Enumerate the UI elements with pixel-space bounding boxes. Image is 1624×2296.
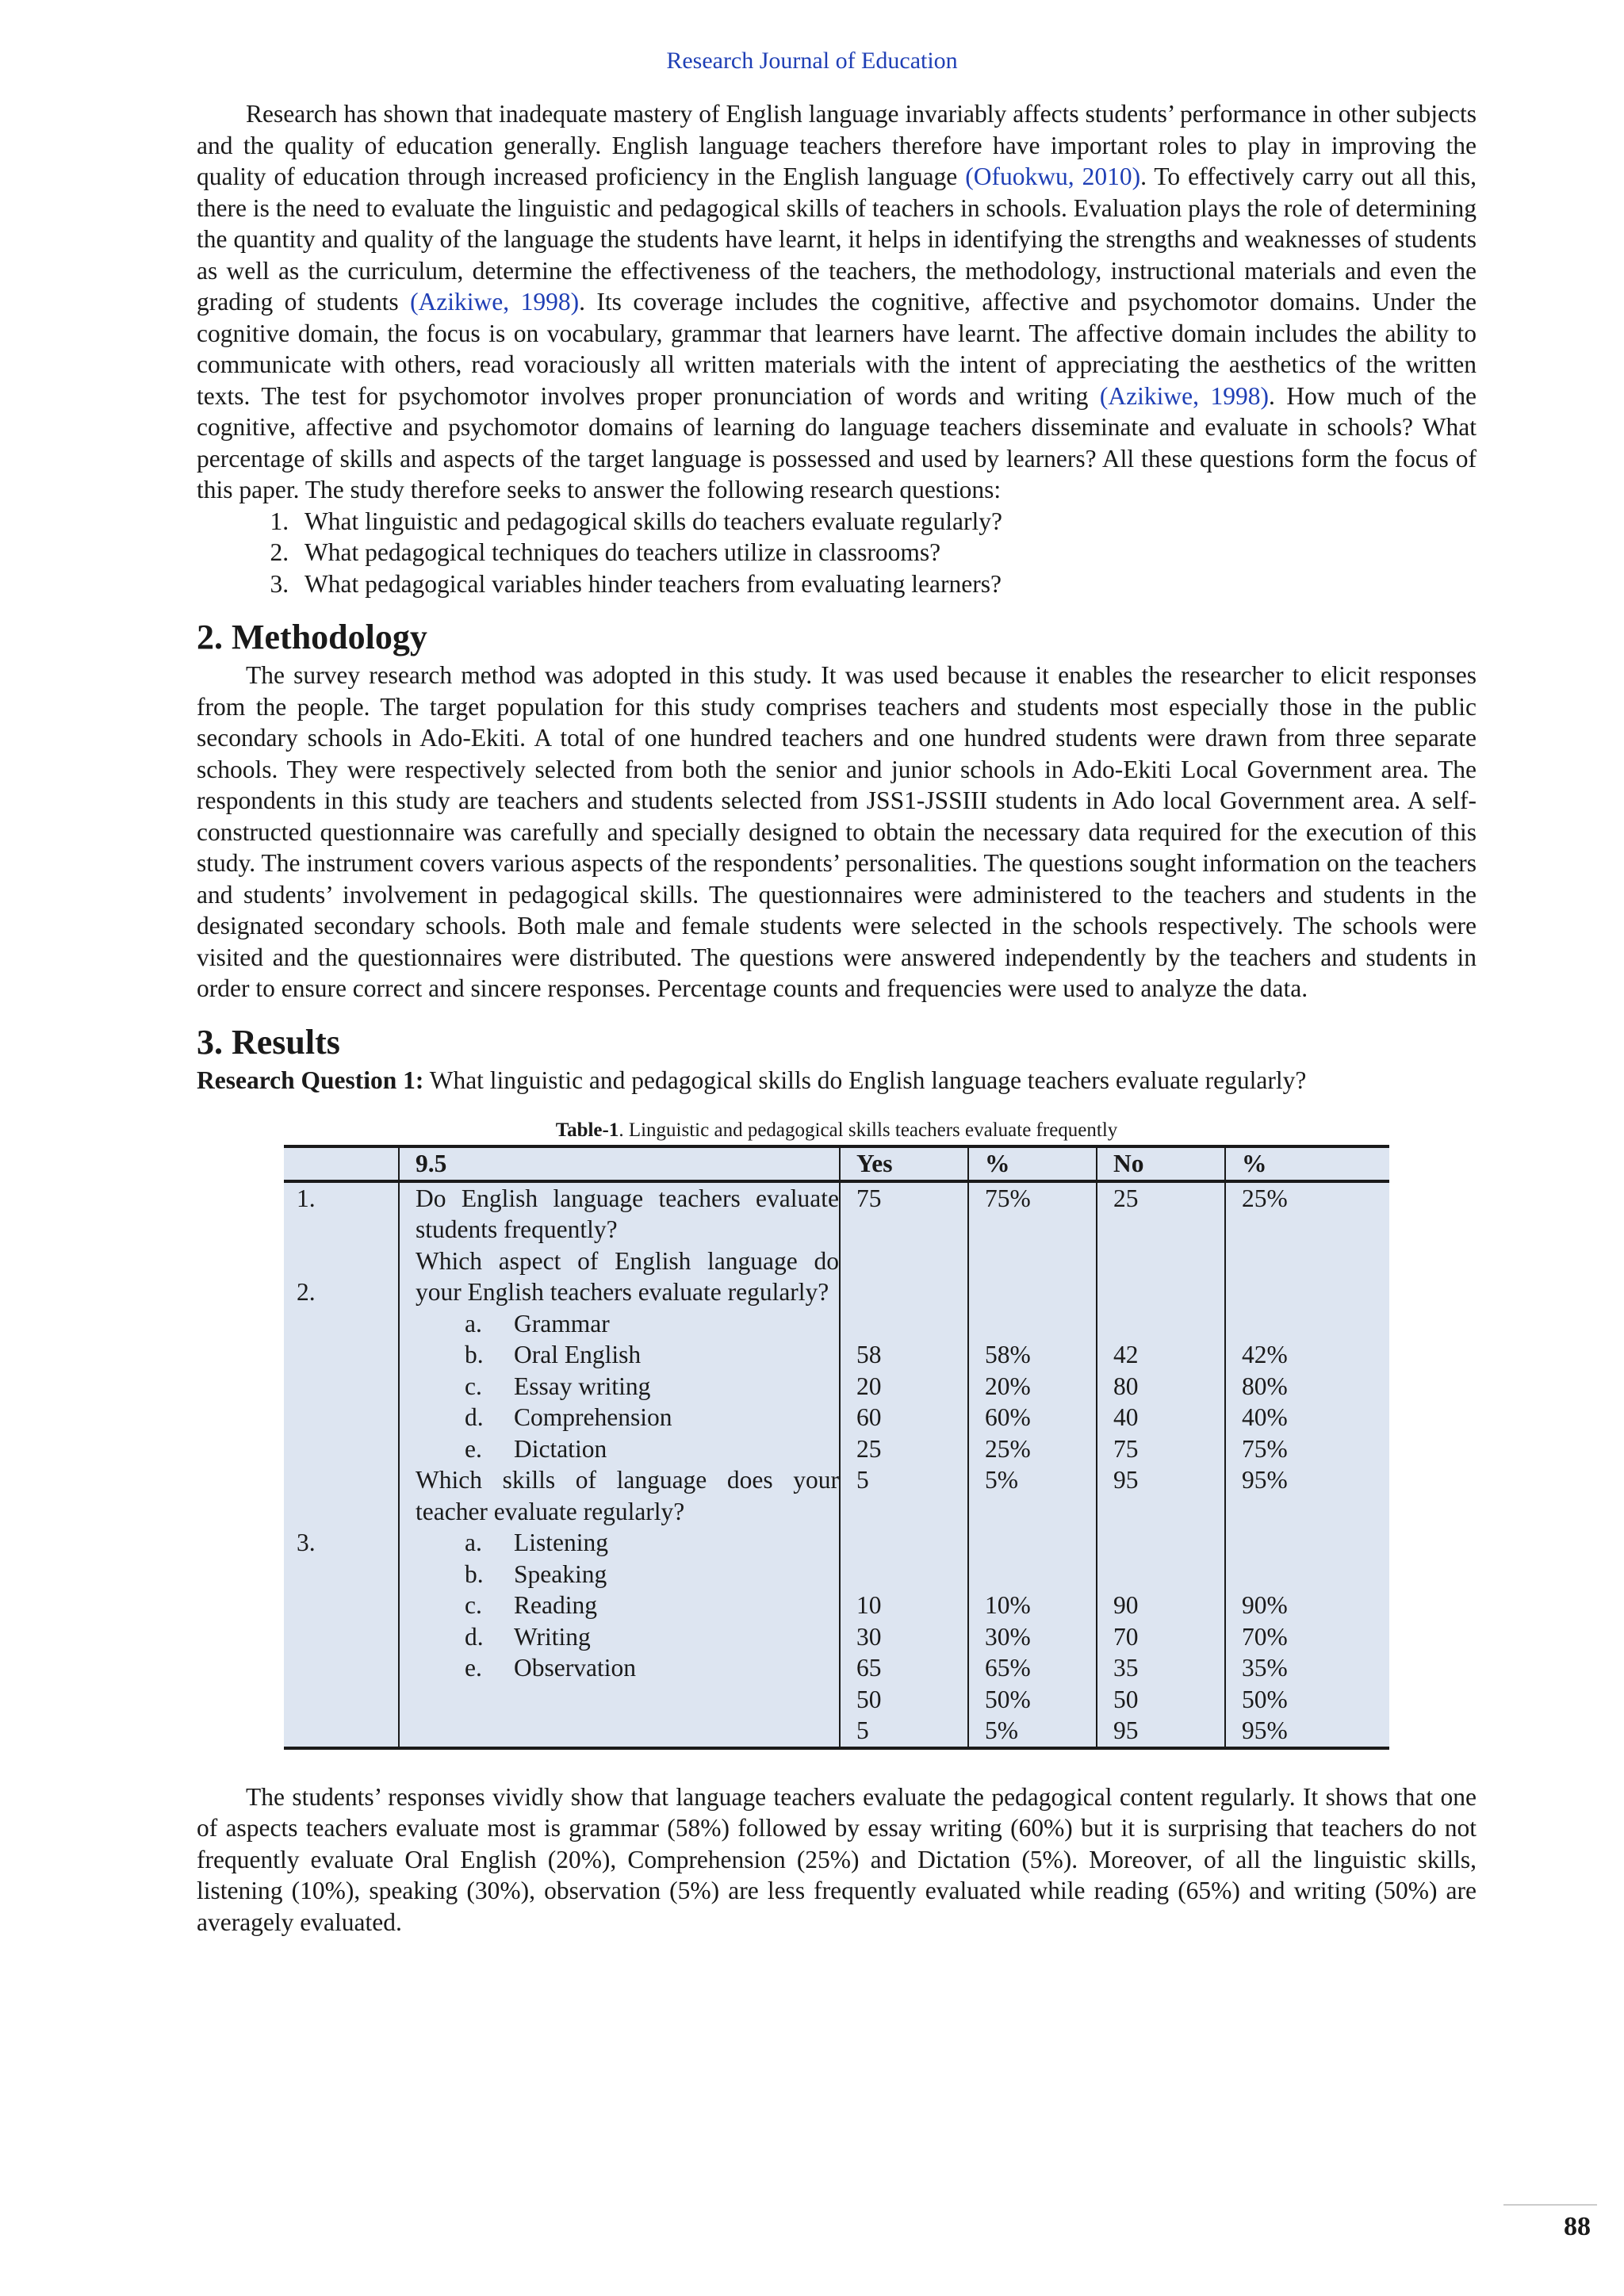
sub-item — [416, 1652, 839, 1684]
yes-value: 20 — [856, 1372, 882, 1400]
question-text: Do English language teachers evaluate students frequently? — [416, 1184, 839, 1243]
intro-paragraph — [197, 98, 1477, 506]
no-column — [1097, 1181, 1225, 1748]
yes-value: 58 — [856, 1341, 882, 1368]
table-header-row — [284, 1146, 1389, 1181]
rq-text: What linguistic and pedagogical skills do English language teachers evaluate regularly? — [423, 1066, 1307, 1094]
sub-item — [416, 1621, 839, 1653]
no-value: 25 — [1113, 1184, 1139, 1212]
table-caption — [197, 1119, 1477, 1142]
discussion-paragraph: The students’ responses vividly show that language teachers evaluate the pedagogical content regularly. It shows that one of aspects teachers evaluate most is grammar (58%) followed by essay writing (60%) but it is surprising that teachers do not frequently evaluate Oral English (20%), Comprehension (25%) and Dictation (5%). Moreover, of all the linguistic skills, listening (10%), speaking (30%), observation (5%) are less frequently evaluated while reading (65%) and writing (50%) are averagely evaluated. — [197, 1782, 1477, 1936]
no-value: 70 — [1113, 1622, 1139, 1651]
sub-item-letter: a. — [465, 1529, 482, 1556]
no-percent: 75% — [1242, 1434, 1288, 1463]
yes-percent: 50% — [985, 1685, 1031, 1713]
table-caption-label: Table-1 — [555, 1119, 619, 1141]
no-value: 95 — [1113, 1466, 1139, 1494]
yes-percent: 65% — [985, 1654, 1031, 1682]
no-value: 75 — [1113, 1434, 1139, 1463]
no-value: 95 — [1113, 1716, 1139, 1744]
sub-item — [416, 1308, 839, 1340]
yes-percent: 58% — [985, 1341, 1031, 1368]
question-text: Which skills of language does your teacher evaluate regularly? — [416, 1466, 839, 1525]
yes-percent: 60% — [985, 1403, 1031, 1431]
sub-item — [416, 1433, 839, 1465]
question-column — [399, 1181, 840, 1748]
question-text: Which aspect of English language do your English teachers evaluate regularly? — [416, 1246, 839, 1306]
no-percent: 35% — [1242, 1654, 1288, 1682]
intro-text-1: Research has shown that inadequate mastery of English language invariably affects students’ performance in other subjects and the quality of education generally. English language teachers therefore have important roles to play in improving the quality of education through increased proficiency in the English language — [197, 100, 1477, 190]
header-cell: No — [1097, 1146, 1225, 1181]
yes-value: 50 — [856, 1685, 882, 1713]
sub-item-letter: e. — [465, 1434, 482, 1463]
sub-item-label: Grammar — [514, 1309, 610, 1337]
sub-item — [416, 1590, 839, 1621]
intro-text-2: . To effectively carry out all this, there is the need to evaluate the linguistic and pedagogical skills of teachers in schools. Evaluation plays the role of determining the quantity and quality of the language the students have learnt, it helps in identifying the strengths and weaknesses of students as well as the curriculum, determine the effectiveness of the teachers, the methodology, instructional materials and even the grading of students — [197, 163, 1477, 316]
row-number: 2. — [297, 1278, 316, 1306]
no-percent: 80% — [1242, 1372, 1288, 1400]
sub-item-letter: c. — [465, 1372, 482, 1400]
citation-link[interactable]: (Azikiwe, 1998) — [410, 288, 580, 316]
rq-label: Research Question 1: — [197, 1066, 424, 1094]
sub-item-label: Essay writing — [514, 1372, 651, 1400]
research-question: 2. What pedagogical techniques do teachers utilize in classrooms? — [295, 537, 1477, 568]
sub-item-letter: d. — [465, 1622, 484, 1651]
no-percent: 50% — [1242, 1685, 1288, 1713]
methodology-heading: 2. Methodology — [197, 618, 427, 656]
sub-item — [416, 1402, 839, 1433]
citation-link[interactable]: (Ofuokwu, 2010) — [965, 163, 1141, 190]
yes-percent: 5% — [985, 1716, 1018, 1744]
sub-item — [416, 1527, 839, 1559]
no-percent: 95% — [1242, 1716, 1288, 1744]
research-question: 3. What pedagogical variables hinder teachers from evaluating learners? — [295, 568, 1477, 600]
yes-percent: 20% — [985, 1372, 1031, 1400]
footer-divider — [1503, 2204, 1597, 2206]
no-percent: 70% — [1242, 1622, 1288, 1651]
yes-value: 5 — [856, 1716, 869, 1744]
row-number-column — [284, 1181, 399, 1748]
page-content — [197, 98, 1477, 1938]
header-cell: % — [968, 1146, 1097, 1181]
intro-text-4: . How much of the cognitive, affective and psychomotor domains of learning do language teachers disseminate and evaluate in schools? What percentage of skills and aspects of the target language is possessed and used by learners? All these questions form the focus of this paper. The study therefore seeks to answer the following research questions: — [197, 381, 1477, 503]
yes-column — [840, 1181, 968, 1748]
sub-item-label: Listening — [514, 1529, 608, 1556]
no-value: 35 — [1113, 1654, 1139, 1682]
no-value: 50 — [1113, 1685, 1139, 1713]
table-row — [284, 1181, 1389, 1748]
yes-value: 10 — [856, 1591, 882, 1619]
sub-item-letter: a. — [465, 1309, 482, 1337]
table-caption-text: . Linguistic and pedagogical skills teachers evaluate frequently — [619, 1119, 1118, 1141]
row-number: 3. — [297, 1529, 316, 1556]
yes-percent: 5% — [985, 1466, 1018, 1494]
sub-item-letter: b. — [465, 1341, 484, 1368]
sub-item-letter: c. — [465, 1591, 482, 1619]
sub-item — [416, 1339, 839, 1371]
yes-value: 75 — [856, 1184, 882, 1212]
yes-value: 30 — [856, 1622, 882, 1651]
citation-link[interactable]: (Azikiwe, 1998) — [1099, 381, 1269, 410]
sub-item-letter: e. — [465, 1654, 482, 1682]
yes-percent: 75% — [985, 1184, 1031, 1212]
yes-percent: 10% — [985, 1591, 1031, 1619]
header-cell: Yes — [840, 1146, 968, 1181]
results-heading: 3. Results — [197, 1022, 340, 1062]
yes-percent: 25% — [985, 1434, 1031, 1463]
sub-item-label: Writing — [514, 1622, 591, 1651]
header-cell: % — [1225, 1146, 1389, 1181]
no-percent: 40% — [1242, 1403, 1288, 1431]
yes-value: 60 — [856, 1403, 882, 1431]
methodology-paragraph: The survey research method was adopted in this study. It was used because it enables the researcher to elicit responses from the people. The target population for this study comprises teachers and students most especially those in the public secondary schools in Ado-Ekiti. A total of one hundred teachers and one hundred students were drawn from three separate schools. They were respectively selected from both the senior and junior schools in Ado-Ekiti Local Government area. The respondents in this study are teachers and students selected from JSS1-JSSIII students in Ado local Government area. A self-constructed questionnaire was carefully and specially designed to obtain the necessary data required for the execution of this study. The instrument covers various aspects of the respondents’ personalities. The questions sought information on the teachers and students’ involvement in pedagogical skills. The questionnaires were administered to the teachers and students in the designated secondary schools. Both male and female students were selected in the schools respectively. The schools were visited and the questionnaires were distributed. The questions were answered independently by the teachers and students in order to ensure correct and sincere responses. Percentage counts and frequencies were used to analyze the data. — [197, 661, 1477, 1002]
research-question-1 — [197, 1065, 1477, 1096]
header-cell: 9.5 — [399, 1146, 840, 1181]
row-number: 1. — [297, 1184, 316, 1212]
sub-item-label: Dictation — [514, 1434, 607, 1463]
research-question: 1. What linguistic and pedagogical skills do teachers evaluate regularly? — [295, 506, 1477, 538]
sub-item-letter: d. — [465, 1403, 484, 1431]
yes-value: 65 — [856, 1654, 882, 1682]
sub-item-letter: b. — [465, 1559, 484, 1588]
research-questions-list — [197, 506, 1477, 600]
no-percent: 42% — [1242, 1341, 1288, 1368]
yes-value: 25 — [856, 1434, 882, 1463]
sub-item — [416, 1371, 839, 1402]
sub-item-label: Comprehension — [514, 1403, 672, 1431]
no-value: 80 — [1113, 1372, 1139, 1400]
yes-value: 5 — [856, 1466, 869, 1494]
sub-item-label: Observation — [514, 1654, 636, 1682]
sub-item-label: Oral English — [514, 1341, 642, 1368]
yes-percent-column — [968, 1181, 1097, 1748]
no-value: 40 — [1113, 1403, 1139, 1431]
sub-item — [416, 1559, 839, 1590]
no-value: 90 — [1113, 1591, 1139, 1619]
no-percent: 25% — [1242, 1184, 1288, 1212]
header-cell-blank — [284, 1146, 399, 1181]
journal-header: Research Journal of Education — [666, 48, 958, 74]
no-value: 42 — [1113, 1341, 1139, 1368]
no-percent-column — [1225, 1181, 1389, 1748]
no-percent: 90% — [1242, 1591, 1288, 1619]
sub-item-label: Speaking — [514, 1559, 607, 1588]
sub-item-label: Reading — [514, 1591, 597, 1619]
yes-percent: 30% — [985, 1622, 1031, 1651]
no-percent: 95% — [1242, 1466, 1288, 1494]
page-number: 88 — [1564, 2212, 1591, 2241]
results-table — [284, 1145, 1389, 1750]
intro-text-3: . Its coverage includes the cognitive, affective and psychomotor domains. Under the cognitive domain, the focus is on vocabulary, grammar that learners have learnt. The affective domain includes the ability to communicate with others, read voraciously all written materials with the intent of appreciating the aesthetics of the written texts. The test for psychomotor involves proper pronunciation of words and writing — [197, 288, 1477, 410]
